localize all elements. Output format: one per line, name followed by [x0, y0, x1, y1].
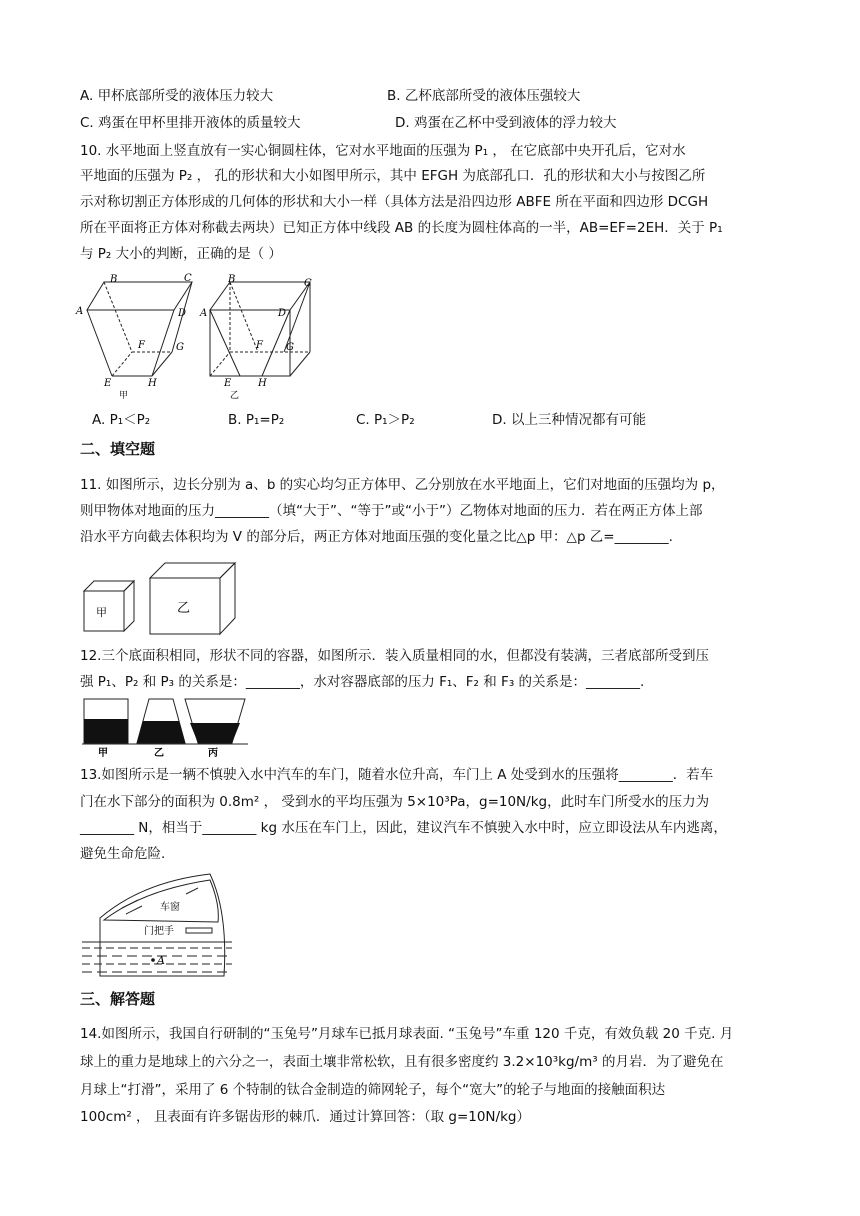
container-yi-label: 乙 — [154, 748, 164, 759]
vertex-c: C — [184, 273, 192, 284]
q10-line-1: 10. 水平地面上竖直放有一实心铜圆柱体，它对水平地面的压强为 P₁ ， 在它底部中央开孔后，它对水 — [80, 143, 686, 159]
vertex-f: F — [138, 340, 145, 351]
section-answer-heading: 三、解答题 — [80, 990, 156, 1008]
door-handle-label: 门把手 — [144, 926, 174, 937]
q12-line-1: 12.三个底面积相同，形状不同的容器，如图所示．装入质量相同的水，但都没有装满，三者底部所受到压 — [80, 648, 709, 664]
q10-line-4: 所在平面将正方体对称截去两块）已知正方体中线段 AB 的长度为圆柱体高的一半，AB=EF=2EH．关于 P₁ — [80, 220, 723, 236]
vertex-f: F — [256, 340, 263, 351]
q14-line-2: 球上的重力是地球上的六分之一，表面土壤非常松软，且有很多密度约 3.2×10³kg/m³ 的月岩．为了避免在 — [80, 1054, 724, 1070]
q10-line-2: 平地面的压强为 P₂ ， 孔的形状和大小如图甲所示，其中 EFGH 为底部孔口．孔的形状和大小与按图乙所 — [80, 168, 706, 184]
vertex-a: A — [76, 306, 84, 317]
vertex-b: B — [110, 274, 118, 285]
vertex-d: D — [178, 308, 187, 319]
q10-option-b: B. P₁=P₂ — [228, 412, 285, 428]
q11-line-3: 沿水平方向截去体积均为 V 的部分后，两正方体对地面压强的变化量之比△p 甲：△p 乙=________. — [80, 529, 673, 545]
point-a-label: A — [157, 954, 165, 967]
container-jia-label: 甲 — [98, 748, 108, 759]
q9-option-d: D. 鸡蛋在乙杯中受到液体的浮力较大 — [395, 115, 617, 131]
vertex-g: G — [286, 342, 294, 353]
q9-option-c: C. 鸡蛋在甲杯里排开液体的质量较大 — [80, 115, 301, 131]
q11-line-1: 11. 如图所示，边长分别为 a、b 的实心均匀正方体甲、乙分别放在水平地面上，它们对地面的压强均为 p， — [80, 477, 725, 493]
q13-line-1: 13.如图所示是一辆不慎驶入水中汽车的车门，随着水位升高，车门上 A 处受到水的压强将________．若车 — [80, 767, 714, 783]
container-bing-label: 丙 — [208, 748, 218, 759]
cube-yi-label: 乙 — [177, 601, 191, 616]
q14-line-4: 100cm² ， 且表面有许多锯齿形的棘爪．通过计算回答：（取 g=10N/kg） — [80, 1109, 530, 1125]
q13-line-2: 门在水下部分的面积为 0.8m² ， 受到水的平均压强为 5×10³Pa，g=10N/kg，此时车门所受水的压力为 — [80, 794, 710, 810]
q14-line-1: 14.如图所示，我国自行研制的“玉兔号”月球车已抵月球表面. “玉兔号”车重 120 千克，有效负载 20 千克. 月 — [80, 1026, 734, 1042]
q10-line-3: 示对称切割正方体形成的几何体的形状和大小一样（具体方法是沿四边形 ABFE 所在平面和四边形 DCGH — [80, 194, 709, 210]
q14-line-3: 月球上“打滑”，采用了 6 个特制的钛合金制造的筛网轮子，每个“宽大”的轮子与地面的接触面积达 — [80, 1082, 666, 1098]
vertex-e: E — [104, 378, 112, 389]
vertex-a: A — [200, 308, 208, 319]
q12-containers-figure — [82, 697, 252, 759]
figure-jia-label: 甲 — [119, 391, 129, 401]
vertex-e: E — [224, 378, 232, 389]
q13-line-4: 避免生命危险. — [80, 846, 166, 862]
q9-option-a: A. 甲杯底部所受的液体压力较大 — [80, 88, 274, 104]
vertex-b: B — [228, 274, 236, 285]
q11-cubes-figure — [82, 558, 242, 638]
q11-line-2: 则甲物体对地面的压力________（填“大于”、“等于”或“小于”）乙物体对地面的压力．若在两正方体上部 — [80, 503, 703, 519]
car-window-label: 车窗 — [160, 902, 180, 913]
q10-option-d: D. 以上三种情况都有可能 — [492, 412, 646, 428]
vertex-h: H — [258, 378, 267, 389]
q9-option-b: B. 乙杯底部所受的液体压强较大 — [387, 88, 581, 104]
figure-jia-frustum — [76, 273, 192, 402]
vertex-h: H — [148, 378, 157, 389]
vertex-g: G — [176, 342, 184, 353]
q10-line-5: 与 P₂ 大小的判断，正确的是（ ） — [80, 246, 282, 262]
q13-line-3: ________ N，相当于________ kg 水压在车门上，因此，建议汽车不慎驶入水中时，应立即设法从车内逃离， — [80, 820, 727, 836]
figure-yi-label: 乙 — [230, 391, 240, 401]
vertex-c: C — [304, 278, 312, 289]
vertex-d: D — [278, 308, 287, 319]
cube-jia-label: 甲 — [96, 606, 107, 619]
q10-option-c: C. P₁＞P₂ — [356, 412, 415, 428]
q12-line-2: 强 P₁、P₂ 和 P₃ 的关系是：________，水对容器底部的压力 F₁、F₂ 和 F₃ 的关系是：________. — [80, 674, 645, 690]
q10-option-a: A. P₁＜P₂ — [92, 412, 151, 428]
figure-yi-cube — [200, 274, 320, 402]
q13-car-door-figure — [82, 872, 232, 980]
section-fill-in-heading: 二、填空题 — [80, 440, 156, 458]
